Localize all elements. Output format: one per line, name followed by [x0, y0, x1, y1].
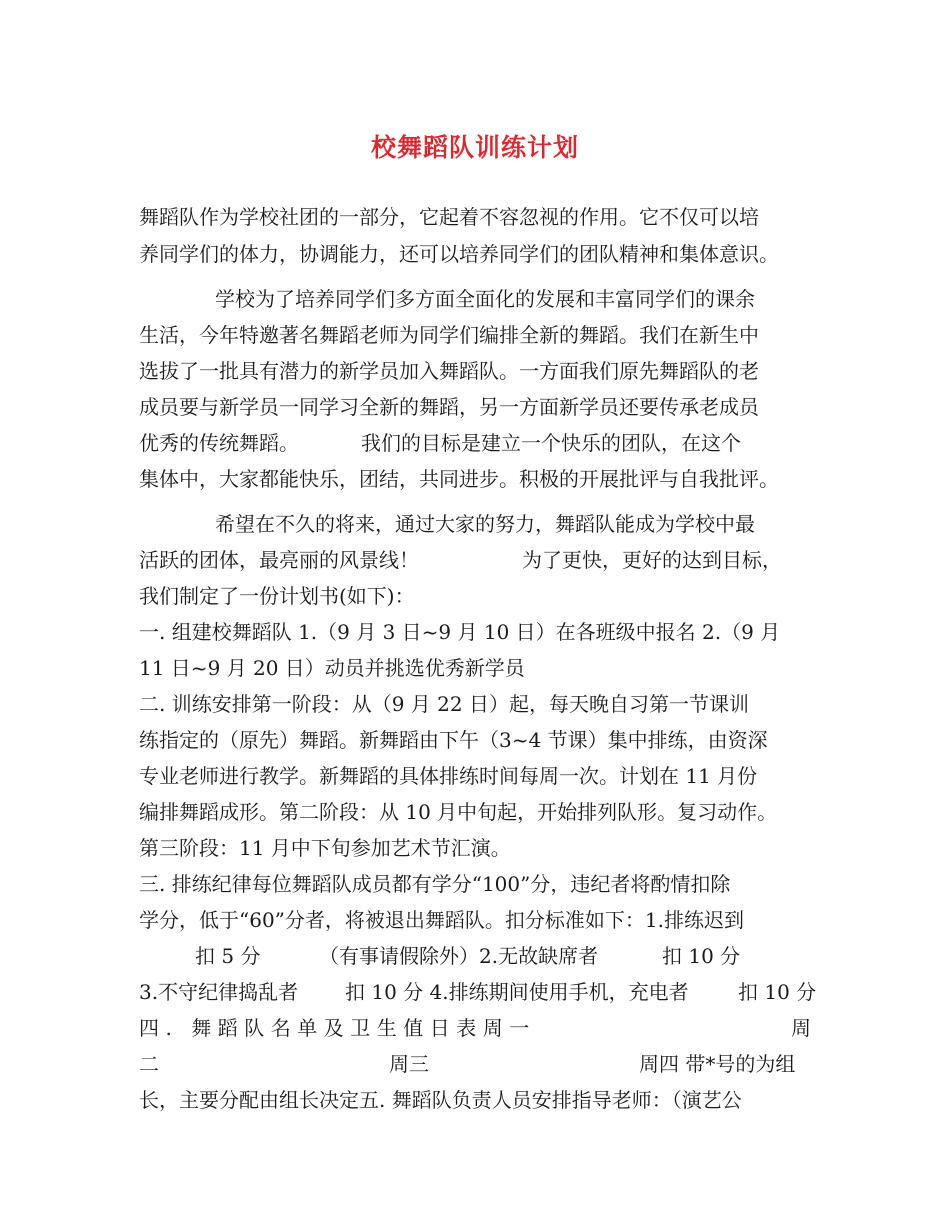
- text-segment: 扣 10 分: [738, 980, 817, 1004]
- text-line: 成员要与新学员一同学习全新的舞蹈，另一方面新学员还要传承老成员: [139, 395, 759, 419]
- text-line-split: [139, 429, 819, 457]
- text-line: 三. 排练纪律每位舞蹈队成员都有学分“100”分，违纪者将酌情扣除: [139, 872, 731, 896]
- text-line: 学校为了培养同学们多方面全面化的发展和丰富同学们的课余: [215, 287, 755, 311]
- text-segment: 活跃的团体，最亮丽的风景线！: [139, 548, 419, 572]
- text-segment: 我们的目标是建立一个快乐的团队，在这个: [361, 431, 741, 455]
- text-segment: 扣 10 分 4.排练期间使用手机，充电者: [345, 980, 689, 1004]
- text-line: 第三阶段：11 月中下旬参加艺术节汇演。: [139, 836, 511, 860]
- text-segment: 扣 10 分: [662, 944, 741, 968]
- text-line: 11 日~9 月 20 日）动员并挑选优秀新学员: [139, 656, 525, 680]
- text-segment: 周四 带*号的为组: [639, 1052, 796, 1076]
- text-segment: 为了更快，更好的达到目标，: [522, 548, 782, 572]
- text-segment: 扣 5 分: [195, 944, 261, 968]
- text-segment: 四. 舞蹈队名单及卫生值日表周一: [139, 1016, 536, 1040]
- document-title: 校舞蹈队训练计划: [370, 133, 579, 162]
- text-line: 长，主要分配由组长决定五. 舞蹈队负责人员安排指导老师：（演艺公: [139, 1088, 742, 1112]
- text-line: 编排舞蹈成形。第二阶段：从 10 月中旬起，开始排列队形。复习动作。: [139, 800, 778, 824]
- text-line: 一. 组建校舞蹈队 1.（9 月 3 日~9 月 10 日）在各班级中报名 2.（9 月: [139, 620, 781, 644]
- text-segment: 周三: [389, 1052, 429, 1076]
- text-segment: 二: [139, 1052, 159, 1076]
- text-line: 我们制定了一份计划书(如下)：: [139, 584, 415, 608]
- text-line: 希望在不久的将来，通过大家的努力，舞蹈队能成为学校中最: [215, 512, 755, 536]
- text-line-split: [139, 1050, 819, 1078]
- text-segment: 3.不守纪律捣乱者: [139, 980, 299, 1004]
- text-segment: （有事请假除外）2.无故缺席者: [319, 944, 599, 968]
- text-line: 舞蹈队作为学校社团的一部分，它起着不容忽视的作用。它不仅可以培: [139, 205, 759, 229]
- text-line: 养同学们的体力，协调能力，还可以培养同学们的团队精神和集体意识。: [139, 242, 779, 266]
- text-line: 学分，低于“60”分者，将被退出舞蹈队。扣分标准如下：1.排练迟到: [139, 908, 744, 932]
- text-line-split: [139, 546, 819, 574]
- text-line-split: [139, 978, 819, 1006]
- text-line: 二. 训练安排第一阶段：从（9 月 22 日）起，每天晚自习第一节课训: [139, 692, 749, 716]
- text-segment: 周: [791, 1016, 811, 1040]
- text-line-split: [139, 1014, 819, 1042]
- text-line: 选拔了一批具有潜力的新学员加入舞蹈队。一方面我们原先舞蹈队的老: [139, 359, 759, 383]
- text-line: 生活，今年特邀著名舞蹈老师为同学们编排全新的舞蹈。我们在新生中: [139, 323, 759, 347]
- text-line: 练指定的（原先）舞蹈。新舞蹈由下午（3~4 节课）集中排练，由资深: [139, 728, 768, 752]
- text-segment: 优秀的传统舞蹈。: [139, 431, 299, 455]
- text-line: 集体中，大家都能快乐，团结，共同进步。积极的开展批评与自我批评。: [139, 467, 779, 491]
- text-line: 专业老师进行教学。新舞蹈的具体排练时间每周一次。计划在 11 月份: [139, 764, 758, 788]
